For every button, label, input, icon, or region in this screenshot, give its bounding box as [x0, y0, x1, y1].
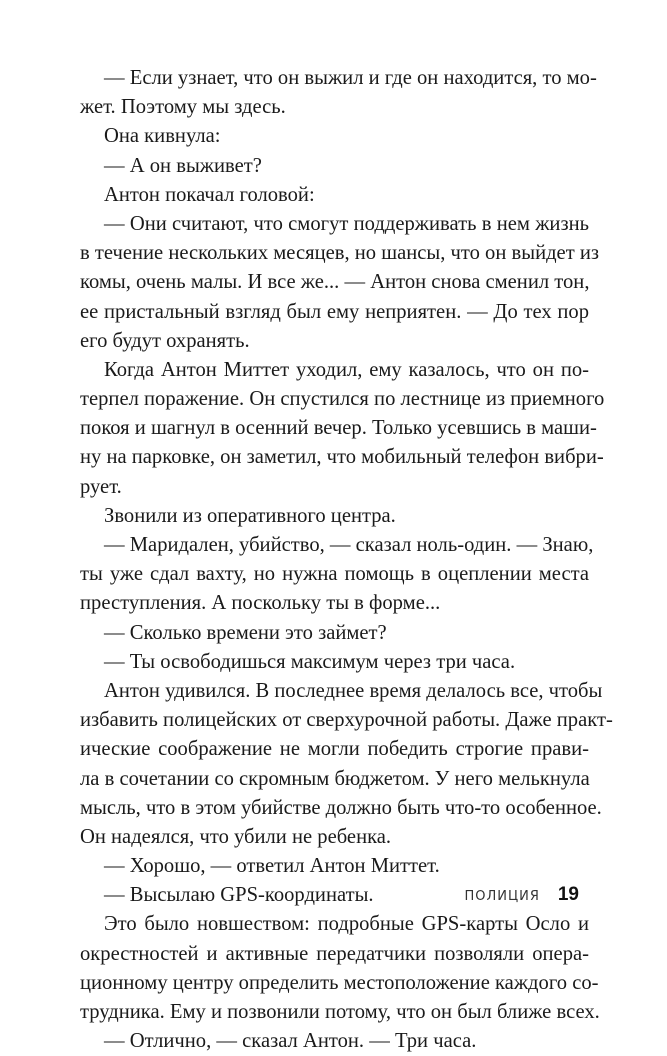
text-line: Антон покачал головой:	[104, 183, 315, 206]
text-line: ну на парковке, он заметил, что мобильный телефон вибри-	[80, 446, 604, 469]
text-line: Он надеялся, что убили не ребенка.	[80, 825, 392, 848]
text-line: ла в сочетании со скромным бюджетом. У него мелькнула	[80, 767, 590, 790]
text-line: комы, очень малы. И все же... — Антон снова сменил тон,	[80, 271, 590, 294]
text-line: Антон удивился. В последнее время делалось все, чтобы	[104, 679, 603, 702]
text-line: Звонили из оперативного центра.	[104, 504, 396, 527]
body-text	[80, 64, 613, 1056]
text-line: мысль, что в этом убийстве должно быть что-то особенное.	[80, 796, 602, 819]
text-line: — Если узнает, что он выжил и где он находится, то мо-	[104, 67, 597, 89]
text-line: — Хорошо, — ответил Антон Миттет.	[104, 855, 440, 878]
text-line: преступления. А поскольку ты в форме...	[80, 592, 441, 615]
text-line: Когда Антон Миттет уходил, ему казалось, что он по-	[104, 358, 589, 381]
text-line: Она кивнула:	[104, 125, 221, 148]
text-line: его будут охранять.	[80, 329, 250, 352]
text-line: — Высылаю GPS-координаты.	[104, 884, 374, 907]
text-line: в течение нескольких месяцев, но шансы, что он выйдет из	[80, 242, 600, 265]
text-line: — Ты освободишься максимум через три часа.	[104, 650, 516, 673]
text-line: — Отлично, — сказал Антон. — Три часа.	[104, 1030, 477, 1053]
text-line: ты уже сдал вахту, но нужна помощь в оцеплении места	[80, 563, 589, 586]
text-line: ические соображение не могли победить строгие прави-	[80, 738, 589, 761]
text-line: ее пристальный взгляд был ему неприятен. — До тех пор	[80, 300, 589, 323]
text-line: — Они считают, что смогут поддерживать в нем жизнь	[104, 212, 589, 235]
text-line: ционному центру определить местоположение каждого со-	[80, 971, 599, 994]
text-line: избавить полицейских от сверхурочной работы. Даже практ-	[80, 709, 613, 732]
text-line: — А он выживет?	[104, 154, 262, 177]
text-line: — Маридален, убийство, — сказал ноль-один. — Знаю,	[104, 534, 594, 556]
text-line: трудника. Ему и позвонили потому, что он был ближе всех.	[80, 1001, 600, 1023]
text-line: жет. Поэтому мы здесь.	[80, 96, 286, 119]
page-number: 19	[557, 884, 579, 905]
text-line: терпел поражение. Он спустился по лестнице из приемного	[80, 388, 605, 411]
page-footer	[465, 884, 580, 906]
running-head: ПОЛИЦИЯ	[464, 889, 540, 904]
text-line: — Сколько времени это займет?	[104, 621, 387, 644]
text-line: окрестностей и активные передатчики позволяли опера-	[80, 942, 589, 965]
text-line: Это было новшеством: подробные GPS-карты Осло и	[104, 913, 589, 936]
text-line: рует.	[80, 475, 122, 498]
text-line: покоя и шагнул в осенний вечер. Только усевшись в маши-	[80, 417, 597, 440]
